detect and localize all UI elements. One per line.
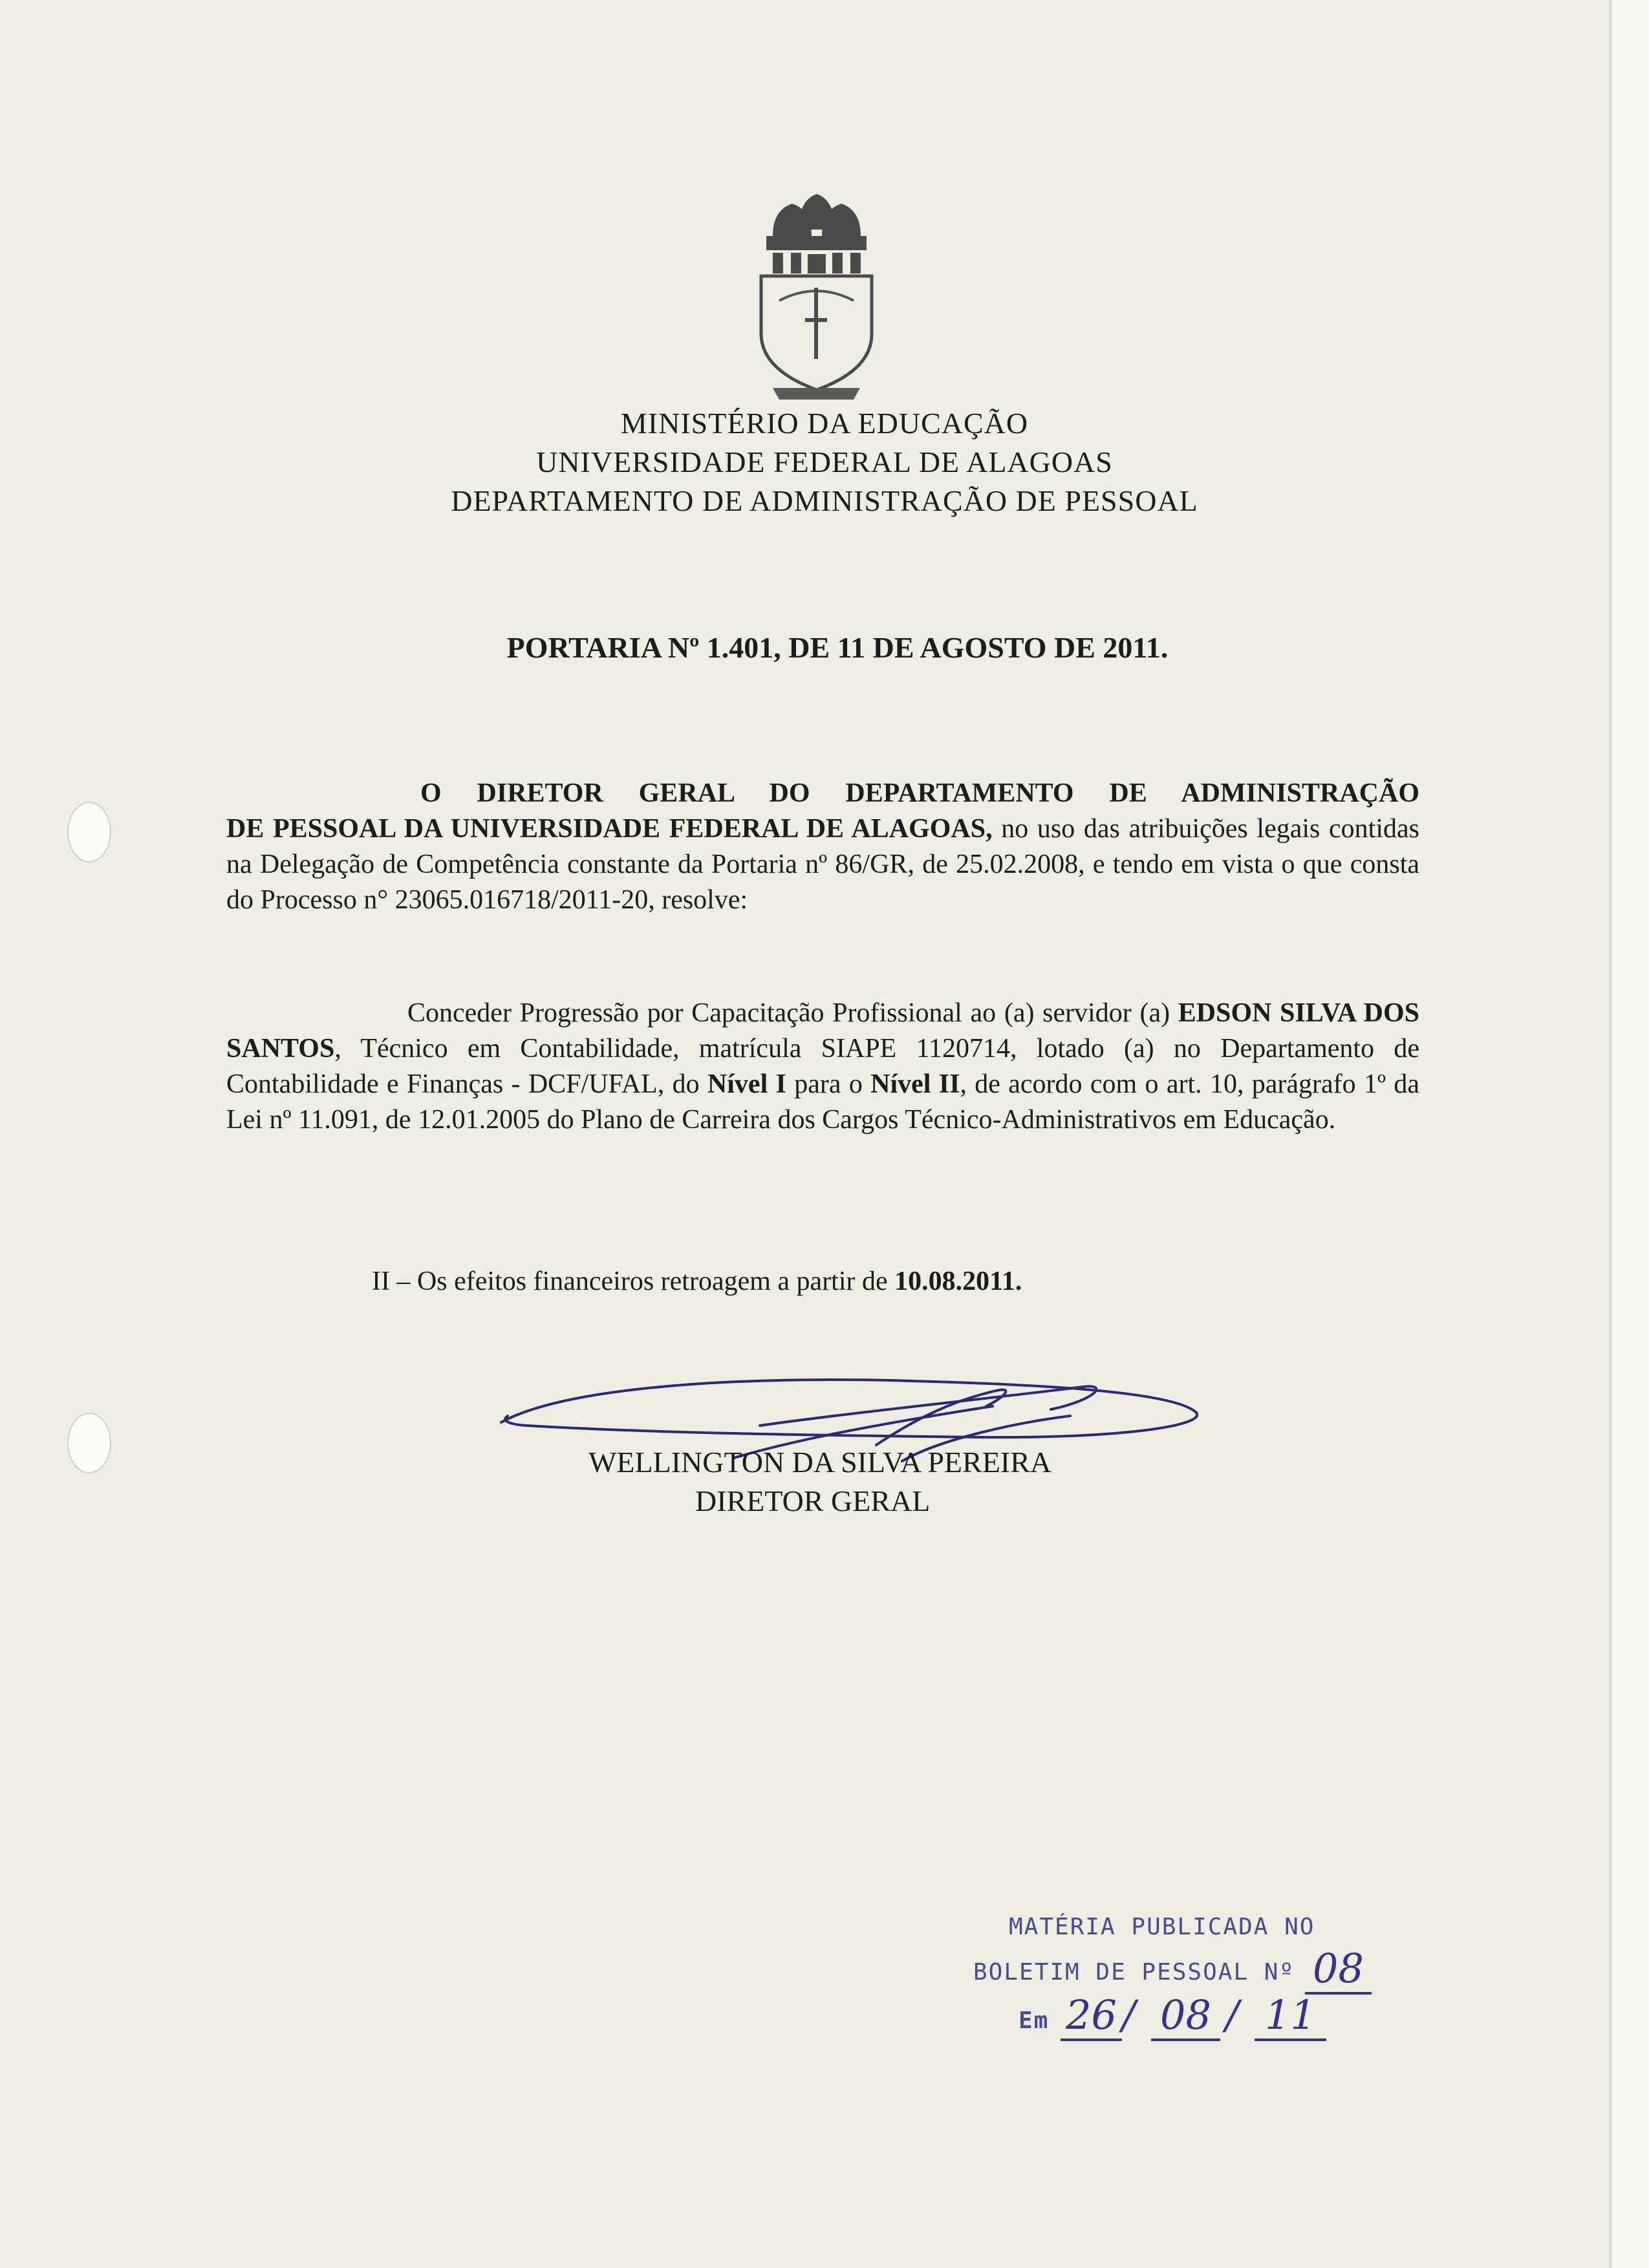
preamble-authority-line2: DE PESSOAL DA UNIVERSIDADE FEDERAL DE ALAGOAS, — [226, 814, 993, 844]
stamp-line-1: MATÉRIA PUBLICADA NO — [1009, 1914, 1315, 1940]
signer-name: WELLINGTON DA SILVA PEREIRA — [588, 1446, 1052, 1479]
level-to: Nível II — [870, 1069, 960, 1099]
preamble-paragraph — [226, 776, 1419, 918]
article-1-text-1: Conceder Progressão por Capacitação Profissional ao (a) servidor (a) — [407, 998, 1178, 1028]
bulletin-number: 08 — [1305, 1945, 1372, 1995]
stamp-sep-2: / — [1225, 1991, 1239, 2038]
stamp-month: 08 — [1151, 1991, 1220, 2041]
punch-hole-bottom — [67, 1413, 111, 1473]
stamp-sep-1: / — [1122, 1991, 1136, 2038]
preamble-authority-line1: O DIRETOR GERAL DO DEPARTAMENTO DE ADMINISTRAÇÃO — [420, 778, 1419, 808]
punch-hole-top — [67, 802, 111, 862]
department-heading: DEPARTAMENTO DE ADMINISTRAÇÃO DE PESSOAL — [451, 484, 1198, 517]
article-2-text: II – Os efeitos financeiros retroagem a partir de — [372, 1267, 895, 1296]
article-1-text-4: , de acordo com o art. 10, parágrafo 1º da Lei nº 11.091, de 12.01.2005 do Plano de Carreira dos Cargos Técnico-Administrativos em Educação. — [226, 1069, 1419, 1135]
paper-edge — [1610, 0, 1649, 2268]
signer-role: DIRETOR GERAL — [695, 1484, 931, 1517]
article-2-paragraph — [226, 1264, 1419, 1300]
ministry-heading: MINISTÉRIO DA EDUCAÇÃO — [620, 407, 1029, 440]
stamp-date-prefix: Em — [1018, 2007, 1050, 2034]
document-title: PORTARIA Nº 1.401, DE 11 DE AGOSTO DE 2011. — [506, 631, 1169, 664]
article-1-paragraph — [226, 996, 1419, 1138]
publication-stamp — [964, 1914, 1390, 2075]
preamble-text: no uso das atribuições legais contidas na Delegação de Competência constante da Portaria nº 86/GR, de 25.02.2008, e tendo em vista o que consta do Processo n° 23065.016718/2011-20, resolve: — [226, 814, 1419, 915]
university-heading: UNIVERSIDADE FEDERAL DE ALAGOAS — [536, 445, 1113, 478]
servant-name: EDSON SILVA DOS SANTOS — [226, 998, 1419, 1064]
article-1-text-3: para o — [786, 1069, 871, 1099]
stamp-year: 11 — [1255, 1991, 1326, 2041]
level-from: Nível I — [707, 1069, 786, 1099]
article-1-text-2: , Técnico em Contabilidade, matrícula SIAPE 1120714, lotado (a) no Departamento de Contabilidade e Finanças - DCF/UFAL, do — [226, 1034, 1419, 1099]
university-crest-icon — [753, 191, 879, 404]
stamp-day: 26 — [1061, 1991, 1122, 2041]
stamp-line-2: BOLETIM DE PESSOAL Nº — [973, 1959, 1295, 1985]
effective-date: 10.08.2011. — [894, 1267, 1022, 1296]
